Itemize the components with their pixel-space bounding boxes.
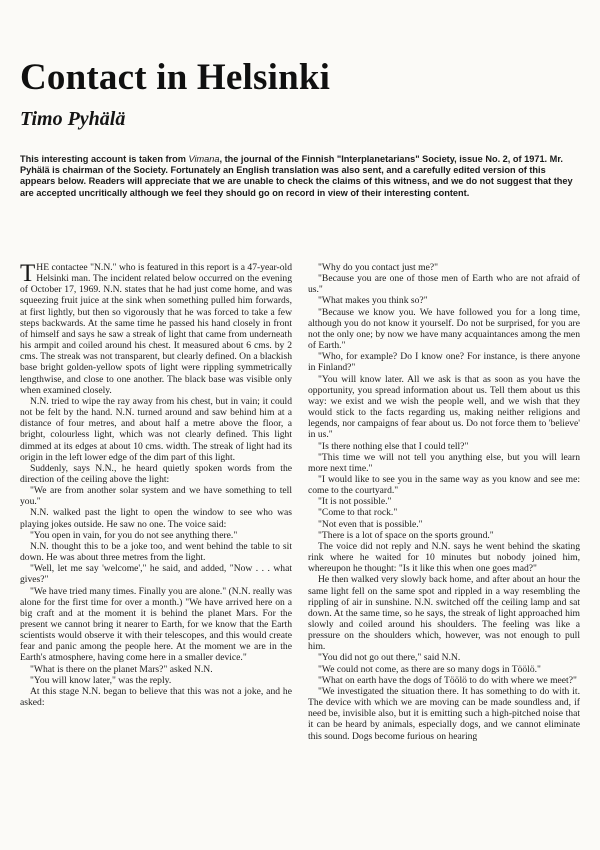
paragraph: Suddenly, says N.N., he heard quietly spoken words from the direction of the ceiling above the light: [20, 462, 292, 485]
paragraph: At this stage N.N. began to believe that this was not a joke, and he asked: [20, 685, 292, 709]
paragraph: The voice did not reply and N.N. says he went behind the skating rink where he waited for 10 minutes but nobody joined him, whereupon he thought: "Is it like this when one goes mad?" [308, 540, 580, 575]
paragraph: "We could not come, as there are so many dogs in Töölö." [318, 663, 541, 675]
paragraph: "Come to that rock." [318, 507, 398, 519]
article-author: Timo Pyhälä [20, 108, 126, 130]
editor-intro [20, 154, 580, 199]
paragraph: "Who, for example? Do I know one? For instance, is there anyone in Finland?" [308, 351, 580, 374]
paragraph: "What on earth have the dogs of Töölö to do with where we meet?" [318, 674, 577, 686]
paragraph: N.N. walked past the light to open the window to see who was playing jokes outside. He saw no one. The voice said: [20, 507, 292, 530]
paragraph: "Is there nothing else that I could tell?" [318, 440, 469, 452]
intro-source-title: Vimana [188, 154, 220, 164]
paragraph: "Because we know you. We have followed you for a long time, although you do not know it yourself. Do not be surprised, for you are not the only one; by now we have many acquaintances among the men of Earth." [308, 306, 580, 352]
left-column [20, 262, 292, 708]
paragraph: "We are from another solar system and we have something to tell you." [20, 485, 292, 508]
paragraph: "You did not go out there," said N.N. [318, 652, 461, 664]
paragraph: "Well, let me say 'welcome'," he said, and added, "Now . . . what gives?" [20, 563, 292, 586]
paragraph: N.N. thought this to be a joke too, and went behind the table to sit down. He was about three metres from the light. [20, 540, 292, 564]
paragraph: "Not even that is possible." [318, 518, 423, 530]
paragraph: He then walked very slowly back home, and after about an hour the same light fell on the same spot and rippled in a way resembling the rippling of air in sunshine. N.N. switched off the ceiling lamp and sat down. At the same time, so he says, the streak of light approached him slowly and coiled around his shoulders. The feeling was like a pressure on the shoulders which, however, was not enough to pull him. [308, 574, 580, 653]
paragraph: "Why do you contact just me?" [318, 262, 438, 273]
first-paragraph [20, 262, 292, 396]
paragraph: "Because you are one of those men of Earth who are not afraid of us." [308, 273, 580, 296]
paragraph: "It is not possible." [318, 496, 392, 508]
paragraph: "We investigated the situation there. It has something to do with it. The device with which we are moving can be made soundless and, if need be, invisible also, but it is emitting such a high-pitched noise that it can be heard by animals, especially dogs, and we cannot eliminate this sound. Dogs become furious on hearing [308, 685, 580, 742]
paragraph: "You will know later. All we ask is that as soon as you have the opportunity, you spread information about us. Tell them about us this way: we exist and we wish the people well, and we wish that they would stick to the facts regarding us, making neither religions and legends, nor campaigns of fear about us. Do not force them to 'believe' in us." [308, 373, 580, 441]
paragraph: N.N. tried to wipe the ray away from his chest, but in vain; it could not be felt by the hand. N.N. turned around and saw behind him at a distance of four metres, and about half a metre above the floor, a bright, colourless light, which was not clearly defined. This light dimmed at its edges at about 10 cms. width. The streak of light had its origin in the left lower edge of the dim part of this light. [20, 395, 292, 463]
article-title: Contact in Helsinki [20, 57, 331, 98]
first-paragraph-text: HE contactee "N.N." who is featured in this report is a 47-year-old Helsinki man. The incident related below occurred on the evening of October 17, 1969. N.N. states that he had just come home, and was squeezing fruit juice at the sink when something pulled him forwards, at first lightly, but then so vigorously that he was forced to take a few steps backwards. At the same time he passed his hand closely in front of himself and says he saw a streak of light that came from underneath his armpit and coiled around his chest. It measured about 6 cms. by 2 cms. The streak was not transparent, but clearly defined. On a blackish base bright golden-yellow spots of light were rippling symmetrically lengthwise, and close to one another. The black base was visible only when examined closely. [20, 262, 292, 396]
drop-cap: T [20, 260, 36, 287]
intro-text-start: This interesting account is taken from [20, 154, 189, 164]
paragraph: "What is there on the planet Mars?" asked N.N. [30, 663, 213, 675]
intro-text-rest: , the journal of the Finnish "Interplanetarians" Society, issue No. 2, of 1971. Mr. Pyhälä is chairman of the Society. Fortunately an English translation was also sent, and a carefully edited version of this appears below. Readers will appreciate that we are unable to check the claims of this witness, and we do not suggest that they are accepted uncritically although we feel they should go on record in view of their interesting content. [20, 154, 573, 198]
paragraph: "This time we will not tell you anything else, but you will learn more next time." [308, 451, 580, 474]
paragraph: "There is a lot of space on the sports ground." [318, 529, 494, 541]
paragraph: "We have tried many times. Finally you are alone." (N.N. really was alone for the first time for over a month.) "We have arrived here on a big craft and at the moment it is behind the planet Mars. For the present we cannot bring it nearer to Earth, for we know that the Earth scientists would observe it with their telescopes, and this would create fear and panic among the people here. At the moment we are in the Earth's atmosphere, having come here in a smaller device." [20, 585, 293, 664]
paragraph: "I would like to see you in the same way as you know and see me: come to the courtyard." [308, 473, 580, 497]
paragraph: "What makes you think so?" [318, 295, 428, 307]
magazine-page [20, 0, 580, 850]
right-column [308, 262, 580, 742]
paragraph: "You open in vain, for you do not see anything there." [30, 529, 238, 541]
paragraph: "You will know later," was the reply. [30, 674, 172, 686]
